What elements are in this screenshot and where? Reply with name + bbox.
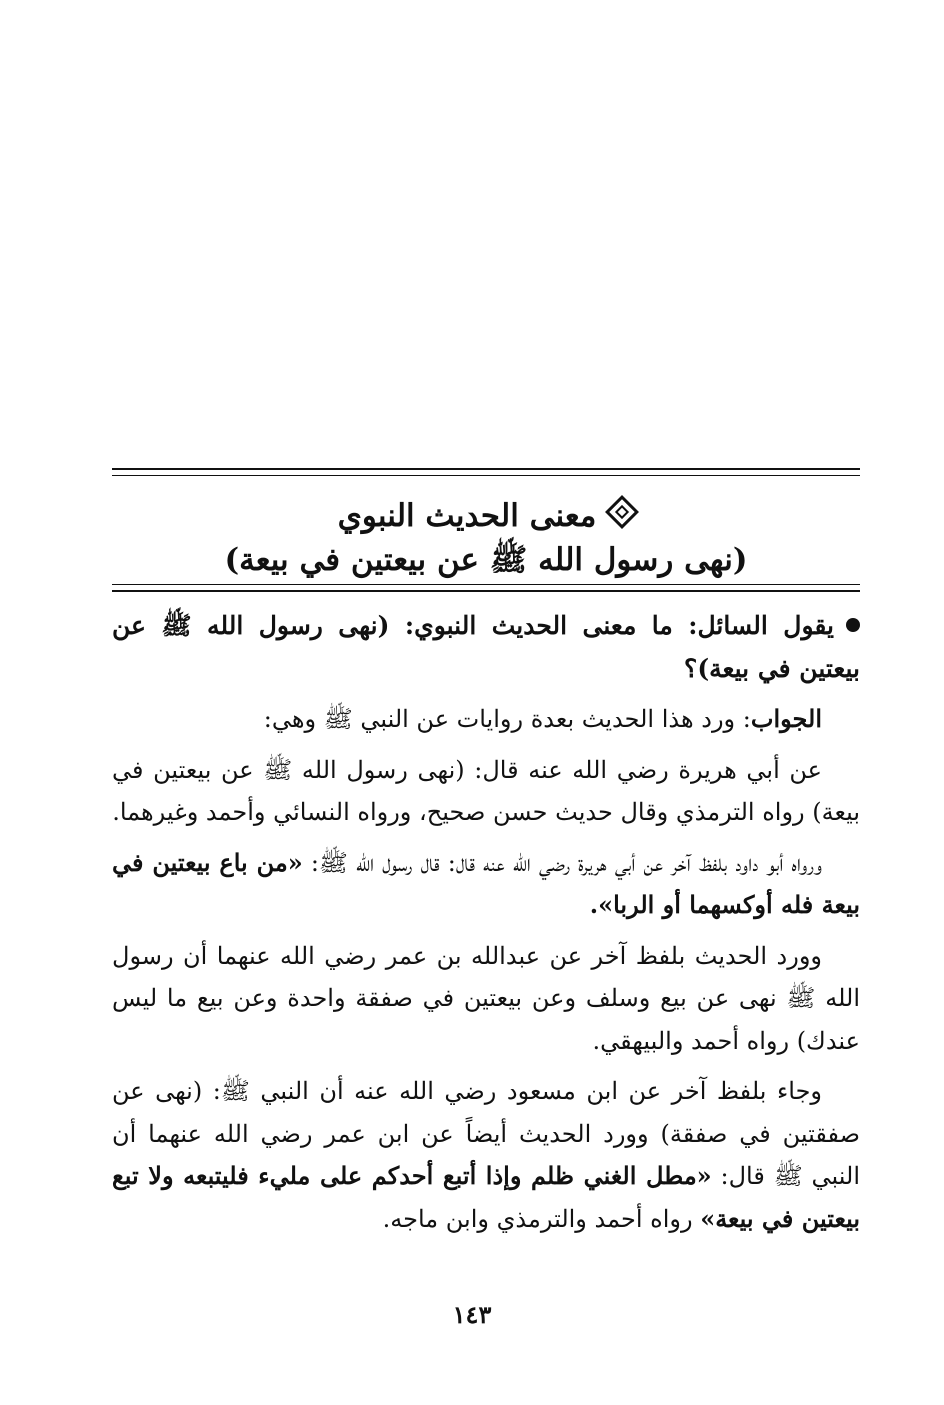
question-paragraph <box>112 605 860 690</box>
bottom-rule-thin <box>112 584 860 585</box>
article-body <box>112 605 860 1248</box>
answer-label: الجواب <box>750 704 822 733</box>
answer-intro: : ورد هذا الحديث بعدة روايات عن النبي ﷺ وهي: <box>263 705 751 733</box>
top-rule <box>112 468 860 470</box>
page-number: ١٤٣ <box>452 1300 492 1329</box>
paragraph-4-quote: «مطل الغني ظلم وإذا أتبع أحدكم على مليء فليتبعه ولا تبع بيعتين في بيعة» <box>112 1161 860 1233</box>
title-text: معنى الحديث النبوي <box>337 498 597 534</box>
paragraph-4-text: وجاء بلفظ آخر عن ابن مسعود رضي الله عنه أن النبي ﷺ: (نهى عن صفقتين في صفقة) وورد الحديث أيضاً عن ابن عمر رضي الله عنهما أن النبي ﷺ قال: <box>112 1077 860 1190</box>
answer-paragraph <box>112 698 860 741</box>
paragraph-3: وورد الحديث بلفظ آخر عن عبدالله بن عمر رضي الله عنهما أن رسول الله ﷺ نهى عن بيع وسلف وعن بيعتين في صفقة واحدة وعن بيع ما ليس عندك) رواه أحمد والبيهقي. <box>112 941 860 1055</box>
diamond-icon <box>605 495 639 529</box>
paragraph-4 <box>112 1070 860 1240</box>
top-rule-thin <box>112 475 860 476</box>
paragraph-1: عن أبي هريرة رضي الله عنه قال: (نهى رسول الله ﷺ عن بيعتين في بيعة) رواه الترمذي وقال حديث حسن صحيح، ورواه النسائي وأحمد وغيرهما. <box>112 755 860 826</box>
section-title <box>112 496 860 536</box>
paragraph-2-text: ورواه أبو داود بلفظ آخر عن أبي هريرة رضي الله عنه قال: قال رسول الله ﷺ: <box>302 848 823 877</box>
question-text: يقول السائل: ما معنى الحديث النبوي: (نهى رسول الله ﷺ عن بيعتين في بيعة)؟ <box>112 611 860 683</box>
paragraph-4-end: رواه أحمد والترمذي وابن ماجه. <box>382 1204 701 1233</box>
paragraph-2 <box>112 842 860 927</box>
section-subtitle: (نهى رسول الله ﷺ عن بيعتين في بيعة) <box>224 542 748 578</box>
section-header <box>112 468 860 598</box>
bottom-rule <box>112 590 860 592</box>
bullet-icon <box>846 618 860 632</box>
paragraph-2-quote: «من باع بيعتين في بيعة فله أوكسهما أو الربا». <box>112 847 860 919</box>
